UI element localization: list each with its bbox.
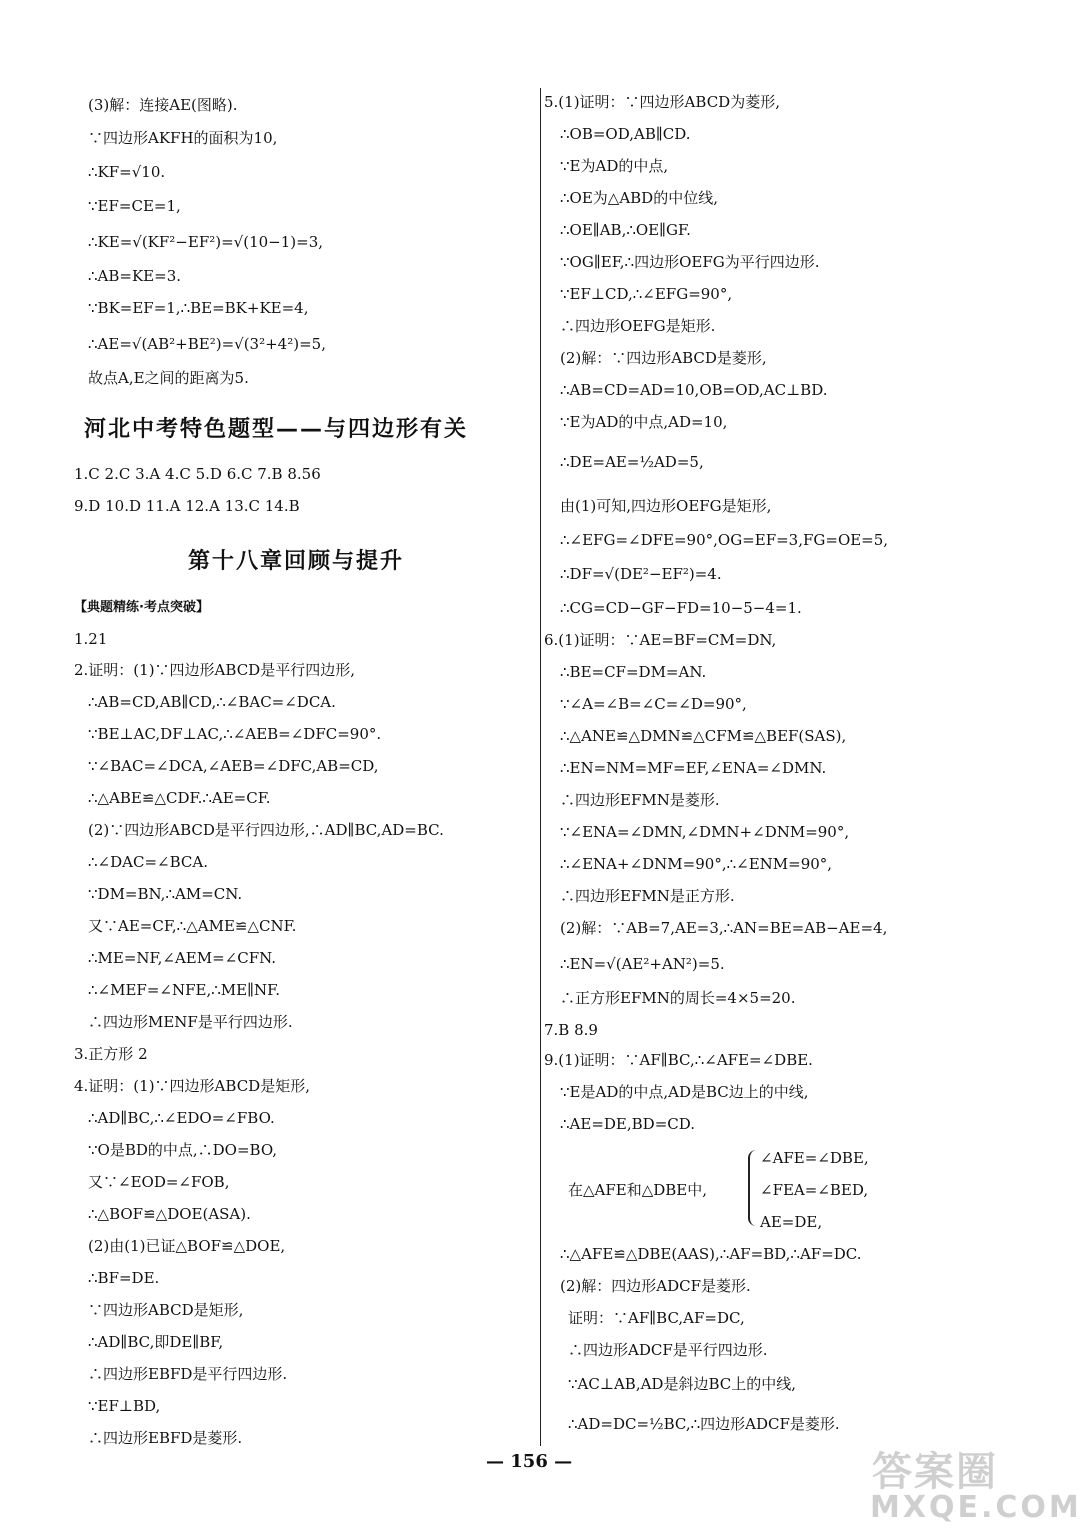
- right-line: (2)解：四边形ADCF是菱形.: [560, 1277, 751, 1295]
- left-line: ∵EF=CE=1,: [88, 197, 181, 215]
- left-line: 4.证明：(1)∵四边形ABCD是矩形,: [74, 1077, 310, 1095]
- left-line: ∴△ABE≌△CDF.∴AE=CF.: [88, 789, 271, 807]
- page-number: — 156 —: [486, 1451, 573, 1472]
- left-line: 1.21: [74, 630, 108, 648]
- right-line: 由(1)可知,四边形OEFG是矩形,: [560, 497, 772, 515]
- left-line: ∴KF=√10.: [88, 163, 166, 181]
- right-line: 6.(1)证明：∵AE=BF=CM=DN,: [544, 631, 777, 649]
- column-divider: [540, 88, 541, 1446]
- right-line: ∴△ANE≌△DMN≌△CFM≌△BEF(SAS),: [560, 727, 847, 745]
- left-line: (3)解：连接AE(图略).: [88, 96, 238, 114]
- headings-line: 河北中考特色题型——与四边形有关: [84, 417, 469, 442]
- right-line: 证明：∵AF∥BC,AF=DC,: [568, 1309, 745, 1327]
- left-line: (2)由(1)已证△BOF≌△DOE,: [88, 1237, 286, 1255]
- watermark-logo: [860, 1440, 1082, 1530]
- left-line: ∴∠MEF=∠NFE,∴ME∥NF.: [88, 981, 280, 999]
- right-line: ∵E是AD的中点,AD是BC边上的中线,: [560, 1083, 809, 1101]
- left-line: ∴∠DAC=∠BCA.: [88, 853, 208, 871]
- right-line: ∵AC⊥AB,AD是斜边BC上的中线,: [568, 1375, 796, 1393]
- right-line: ∵E为AD的中点,AD=10,: [560, 413, 728, 431]
- left-line: ∴AB=CD,AB∥CD,∴∠BAC=∠DCA.: [88, 693, 336, 711]
- right-line: ∴四边形OEFG是矩形.: [560, 317, 716, 335]
- left-line: ∴KE=√(KF²−EF²)=√(10−1)=3,: [88, 233, 324, 251]
- right-line: ∵EF⊥CD,∴∠EFG=90°,: [560, 285, 733, 303]
- right-line: ∴CG=CD−GF−FD=10−5−4=1.: [560, 599, 802, 617]
- right-line: ∴AB=CD=AD=10,OB=OD,AC⊥BD.: [560, 381, 828, 399]
- right-line: (2)解：∵四边形ABCD是菱形,: [560, 349, 767, 367]
- left-line: ∴BF=DE.: [88, 1269, 160, 1287]
- left-line: 2.证明：(1)∵四边形ABCD是平行四边形,: [74, 661, 355, 679]
- right-line: ∴∠EFG=∠DFE=90°,OG=EF=3,FG=OE=5,: [560, 531, 889, 549]
- right-line: 7.B 8.9: [544, 1021, 598, 1039]
- right-line: AE=DE,: [760, 1213, 823, 1231]
- system-brace: [748, 1150, 758, 1226]
- left-line: ∵BK=EF=1,∴BE=BK+KE=4,: [88, 299, 309, 317]
- left-line: ∴ME=NF,∠AEM=∠CFN.: [88, 949, 277, 967]
- watermark-bottom: MXQE.COM: [870, 1490, 1082, 1525]
- right-line: ∴四边形EFMN是菱形.: [560, 791, 720, 809]
- left-line: ∴AE=√(AB²+BE²)=√(3²+4²)=5,: [88, 335, 326, 353]
- left-line: ∴四边形EBFD是平行四边形.: [88, 1365, 288, 1383]
- left-line: ∴△BOF≌△DOE(ASA).: [88, 1205, 251, 1223]
- left-line: ∴AD∥BC,即DE∥BF,: [88, 1333, 224, 1351]
- right-line: ∴OE∥AB,∴OE∥GF.: [560, 221, 691, 239]
- left-line: ∴AD∥BC,∴∠EDO=∠FBO.: [88, 1109, 275, 1127]
- left-line: 3.正方形 2: [74, 1045, 148, 1063]
- right-line: ∠AFE=∠DBE,: [760, 1149, 869, 1167]
- right-line: ∵OG∥EF,∴四边形OEFG为平行四边形.: [560, 253, 820, 271]
- right-line: ∴四边形ADCF是平行四边形.: [568, 1341, 768, 1359]
- left-line: ∵四边形AKFH的面积为10,: [88, 129, 278, 147]
- left-line: ∴AB=KE=3.: [88, 267, 182, 285]
- left-line: 9.D 10.D 11.A 12.A 13.C 14.B: [74, 497, 300, 515]
- left-line: ∴四边形EBFD是菱形.: [88, 1429, 243, 1447]
- left-line: ∵O是BD的中点,∴DO=BO,: [88, 1141, 278, 1159]
- left-line: 1.C 2.C 3.A 4.C 5.D 6.C 7.B 8.56: [74, 465, 321, 483]
- section-label: 【典题精练·考点突破】: [74, 600, 209, 615]
- right-line: 在△AFE和△DBE中,: [568, 1181, 708, 1199]
- right-line: ∴OE为△ABD的中位线,: [560, 189, 718, 207]
- right-line: ∴OB=OD,AB∥CD.: [560, 125, 691, 143]
- left-line: 又∵AE=CF,∴△AME≌△CNF.: [88, 917, 297, 935]
- left-line: ∵BE⊥AC,DF⊥AC,∴∠AEB=∠DFC=90°.: [88, 725, 382, 743]
- right-line: ∠FEA=∠BED,: [760, 1181, 869, 1199]
- left-line: 又∵∠EOD=∠FOB,: [88, 1173, 230, 1191]
- headings-line: 第十八章回顾与提升: [188, 549, 405, 574]
- right-line: ∴EN=NM=MF=EF,∠ENA=∠DMN.: [560, 759, 827, 777]
- left-line: ∵DM=BN,∴AM=CN.: [88, 885, 243, 903]
- right-line: ∴正方形EFMN的周长=4×5=20.: [560, 989, 796, 1007]
- right-line: ∵E为AD的中点,: [560, 157, 669, 175]
- watermark-top: 答案圈: [872, 1449, 998, 1495]
- right-line: ∵∠A=∠B=∠C=∠D=90°,: [560, 695, 747, 713]
- right-line: 5.(1)证明：∵四边形ABCD为菱形,: [544, 93, 780, 111]
- right-line: ∴AE=DE,BD=CD.: [560, 1115, 695, 1133]
- left-line: 故点A,E之间的距离为5.: [88, 369, 249, 387]
- right-line: ∴∠ENA+∠DNM=90°,∴∠ENM=90°,: [560, 855, 833, 873]
- right-line: 9.(1)证明：∵AF∥BC,∴∠AFE=∠DBE.: [544, 1051, 813, 1069]
- right-line: ∴AD=DC=½BC,∴四边形ADCF是菱形.: [568, 1415, 840, 1433]
- left-line: ∵四边形ABCD是矩形,: [88, 1301, 244, 1319]
- left-line: ∵∠BAC=∠DCA,∠AEB=∠DFC,AB=CD,: [88, 757, 379, 775]
- right-line: (2)解：∵AB=7,AE=3,∴AN=BE=AB−AE=4,: [560, 919, 888, 937]
- right-line: ∴DE=AE=½AD=5,: [560, 453, 704, 471]
- right-line: ∴DF=√(DE²−EF²)=4.: [560, 565, 722, 583]
- right-line: ∴EN=√(AE²+AN²)=5.: [560, 955, 725, 973]
- left-line: (2)∵四边形ABCD是平行四边形,∴AD∥BC,AD=BC.: [88, 821, 444, 839]
- right-line: ∴BE=CF=DM=AN.: [560, 663, 707, 681]
- right-line: ∴四边形EFMN是正方形.: [560, 887, 735, 905]
- left-line: ∵EF⊥BD,: [88, 1397, 161, 1415]
- right-line: ∴△AFE≌△DBE(AAS),∴AF=BD,∴AF=DC.: [560, 1245, 862, 1263]
- left-line: ∴四边形MENF是平行四边形.: [88, 1013, 293, 1031]
- right-line: ∵∠ENA=∠DMN,∠DMN+∠DNM=90°,: [560, 823, 850, 841]
